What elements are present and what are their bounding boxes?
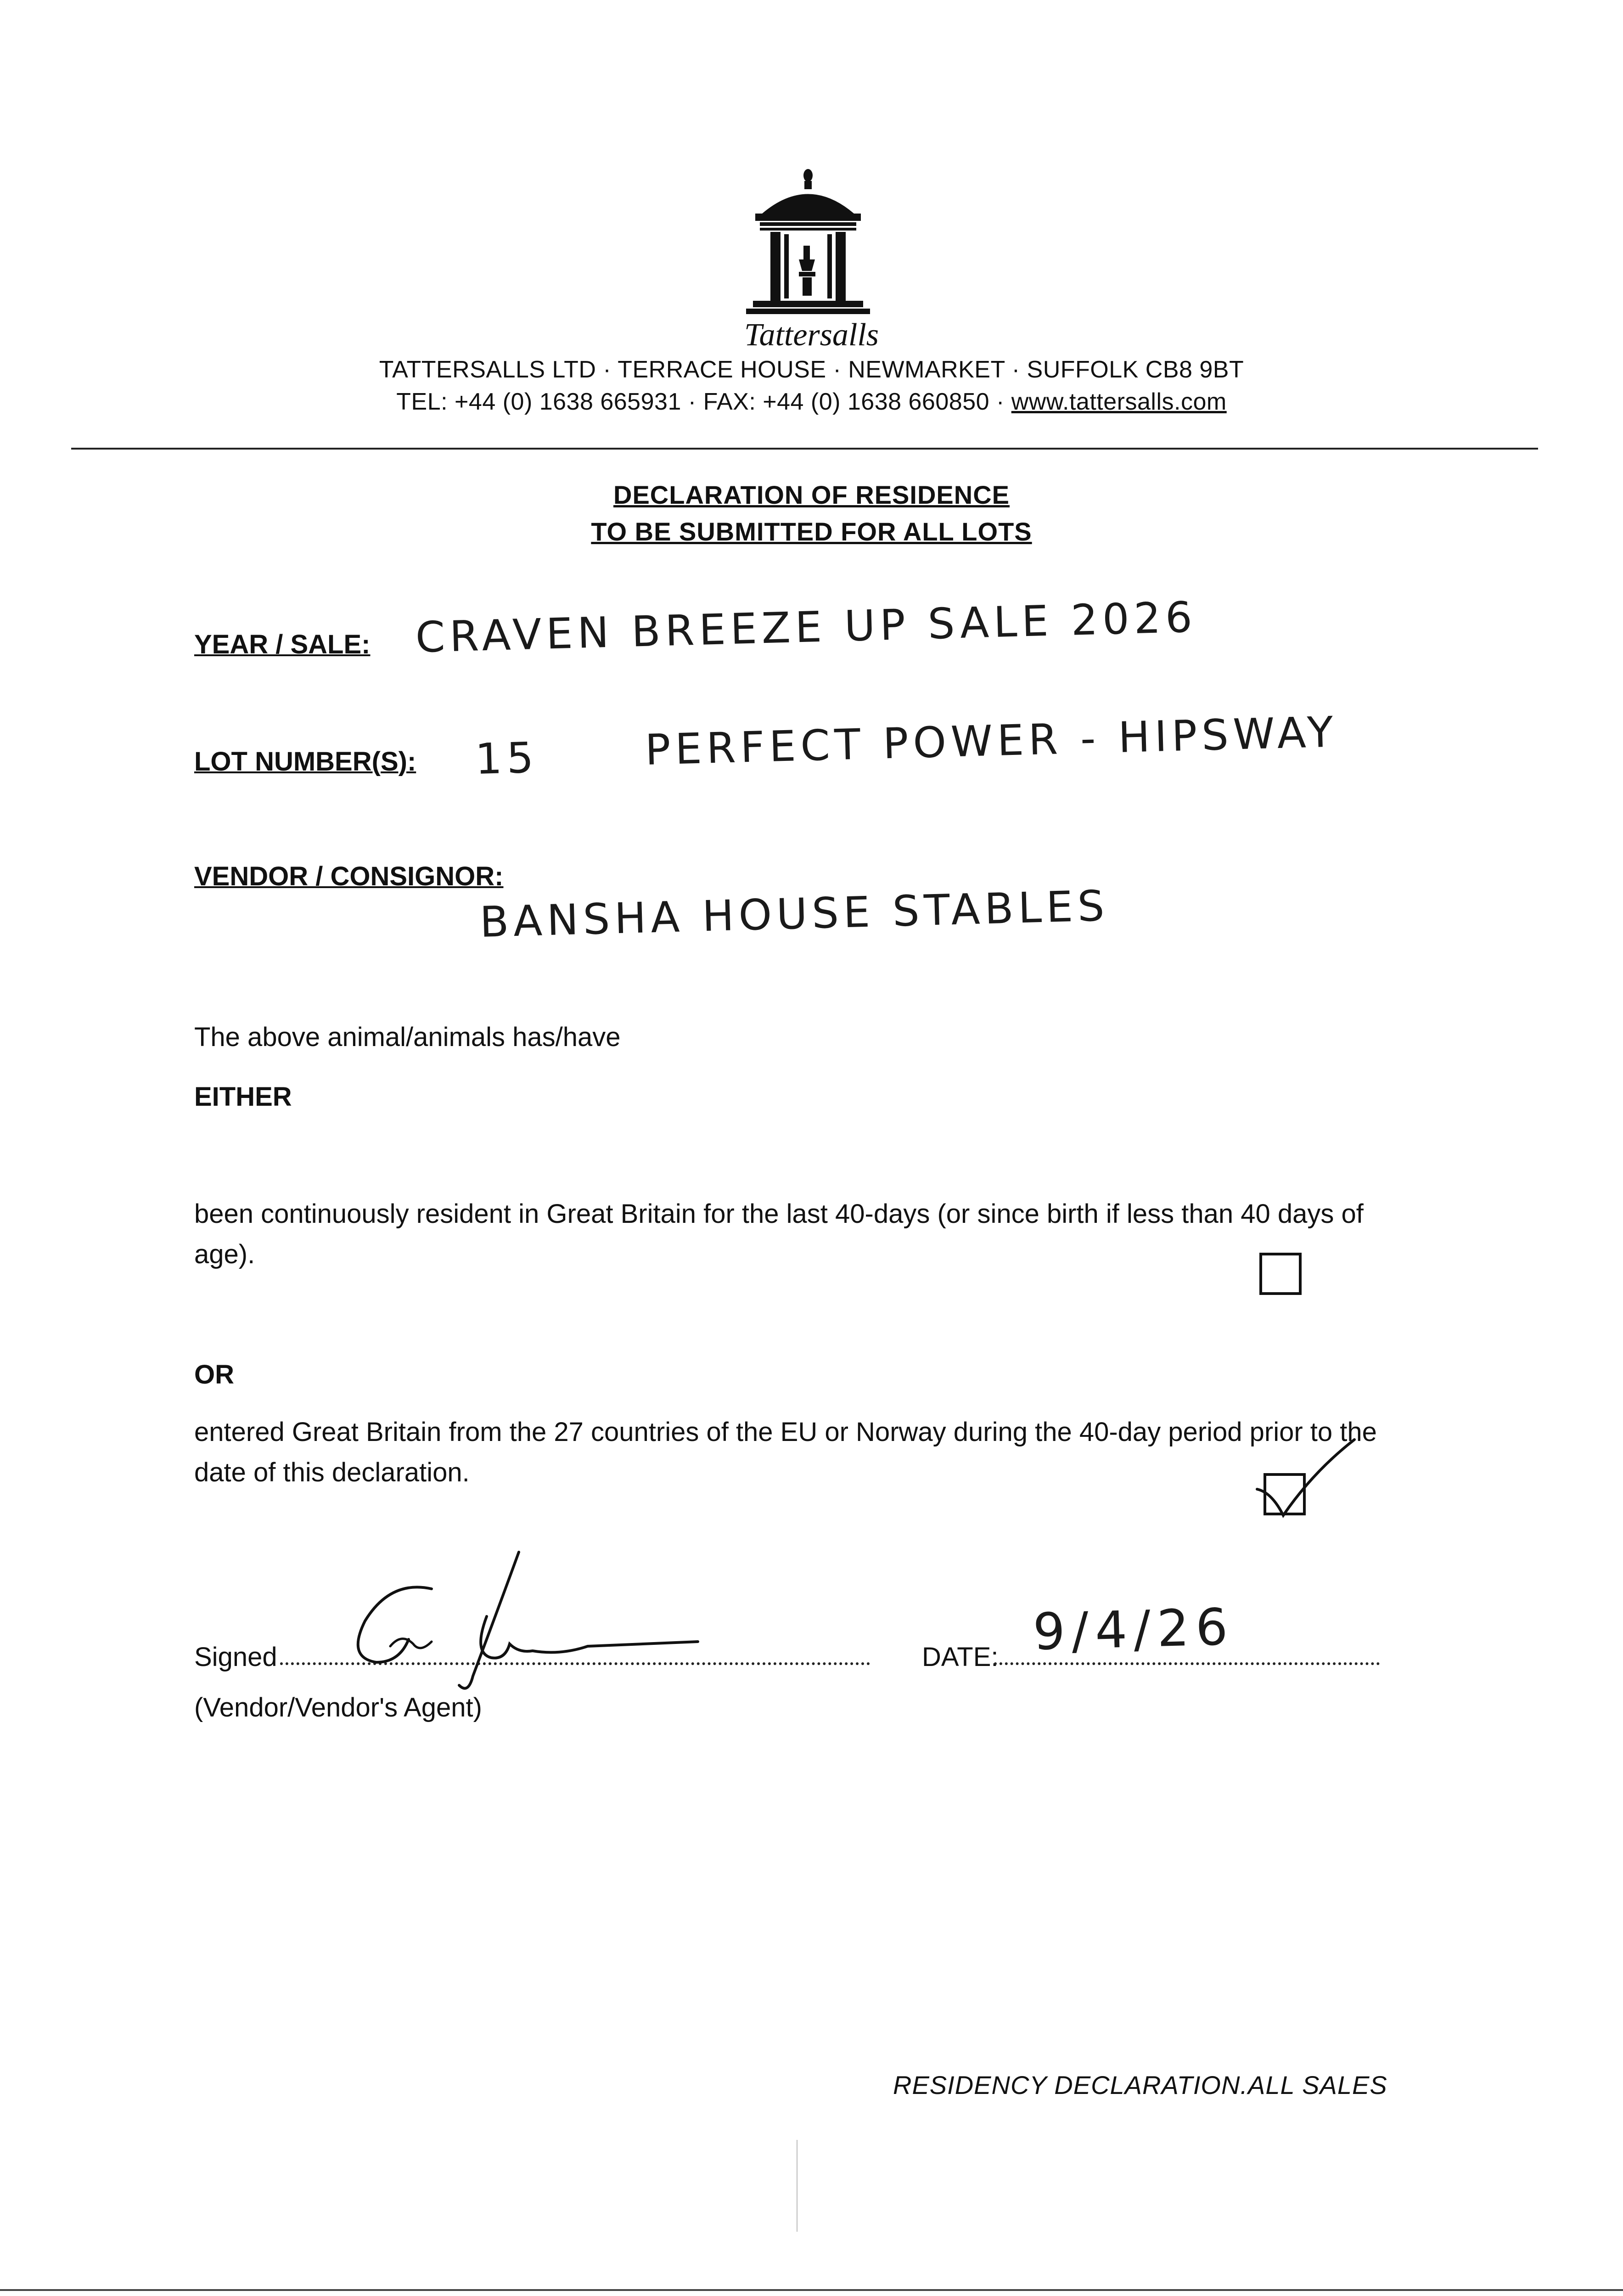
signed-label: Signed: [194, 1642, 277, 1672]
lot-numbers-label: LOT NUMBER(S):: [194, 747, 416, 777]
date-value: 9/4/26: [1032, 1597, 1235, 1661]
either-label: EITHER: [194, 1082, 292, 1112]
lot-number-value: 15: [474, 733, 539, 784]
tattersalls-logo: [735, 165, 882, 321]
option1-text: been continuously resident in Great Britain for the last 40-days (or since birth if less than 40 days of age).: [194, 1199, 1364, 1269]
header-divider: [71, 448, 1538, 450]
date-line: [994, 1662, 1380, 1665]
form-code: RESIDENCY DECLARATION.ALL SALES: [893, 2071, 1387, 2099]
intro-text: The above animal/animals has/have: [194, 1022, 621, 1052]
phone-fax: TEL: +44 (0) 1638 665931 · FAX: +44 (0) 1638 660850 ·: [396, 388, 1011, 415]
form-subtitle: TO BE SUBMITTED FOR ALL LOTS: [591, 517, 1032, 546]
vendor-value: BANSHA HOUSE STABLES: [479, 881, 1110, 947]
brand-name: Tattersalls: [744, 317, 879, 353]
option2-text: entered Great Britain from the 27 countries of the EU or Norway during the 40-day period prior to the date of this declaration.: [194, 1417, 1377, 1487]
year-sale-label: YEAR / SALE:: [194, 630, 371, 659]
company-contact: [0, 388, 1623, 416]
lot-horse-name: PERFECT POWER - HIPSWAY: [644, 707, 1338, 775]
website-link[interactable]: www.tattersalls.com: [1011, 388, 1227, 415]
vendor-label: VENDOR / CONSIGNOR:: [194, 861, 504, 891]
year-sale-value: CRAVEN BREEZE UP SALE 2026: [415, 592, 1197, 662]
signature-image: [321, 1548, 716, 1701]
or-label: OR: [194, 1360, 234, 1390]
option1-checkbox[interactable]: [1259, 1253, 1302, 1295]
form-title: DECLARATION OF RESIDENCE: [613, 480, 1010, 509]
signed-role: (Vendor/Vendor's Agent): [194, 1693, 482, 1722]
date-label: DATE:: [922, 1642, 999, 1672]
checkmark-icon: [1249, 1430, 1359, 1525]
company-address: TATTERSALLS LTD · TERRACE HOUSE · NEWMARKET · SUFFOLK CB8 9BT: [379, 356, 1244, 383]
bottom-edge-line: [0, 2289, 1623, 2291]
